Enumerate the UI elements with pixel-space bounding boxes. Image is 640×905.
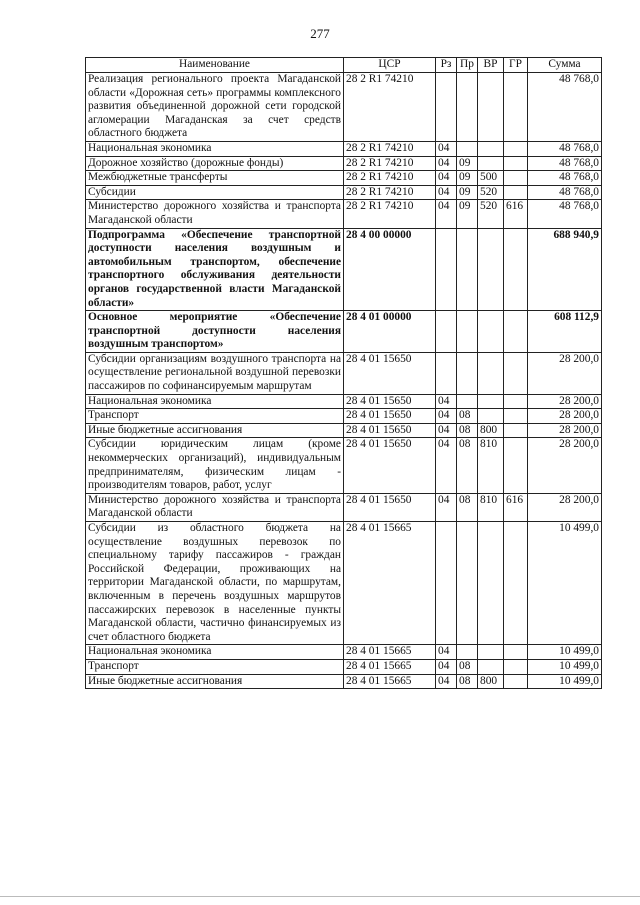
cell-pr — [457, 228, 478, 311]
cell-sum: 48 768,0 — [528, 185, 602, 200]
cell-gr — [504, 156, 528, 171]
table-body — [86, 73, 602, 689]
header-vr: ВР — [478, 58, 504, 73]
cell-name: Субсидии из областного бюджета на осуществление воздушных перевозок по специальному тарифу пассажиров - граждан Российской Федерации, проживающих на территории Магаданской области, по маршрутам, включенным в перечень воздушных маршрутов пассажирских перевозок в населенные пункты Магаданской области, частично финансируемых из счет областного бюджета — [86, 522, 344, 645]
cell-csr: 28 2 R1 74210 — [344, 141, 436, 156]
cell-csr: 28 4 00 00000 — [344, 228, 436, 311]
header-pr: Пр — [457, 58, 478, 73]
cell-pr — [457, 73, 478, 142]
cell-csr: 28 4 01 15650 — [344, 409, 436, 424]
cell-pr — [457, 352, 478, 394]
cell-rz — [436, 522, 457, 645]
cell-rz: 04 — [436, 156, 457, 171]
cell-sum: 48 768,0 — [528, 171, 602, 186]
cell-name: Субсидии юридическим лицам (кроме некоммерческих организаций), индивидуальным предпринимателям, физическим лицам - производителям товаров, работ, услуг — [86, 438, 344, 493]
header-rz: Рз — [436, 58, 457, 73]
cell-pr: 09 — [457, 185, 478, 200]
cell-gr — [504, 228, 528, 311]
cell-vr: 800 — [478, 674, 504, 689]
cell-rz: 04 — [436, 423, 457, 438]
cell-gr — [504, 674, 528, 689]
cell-rz: 04 — [436, 493, 457, 521]
cell-csr: 28 4 01 15665 — [344, 674, 436, 689]
cell-name: Национальная экономика — [86, 645, 344, 660]
table-row — [86, 352, 602, 394]
cell-rz: 04 — [436, 200, 457, 228]
cell-rz: 04 — [436, 141, 457, 156]
cell-vr: 810 — [478, 438, 504, 493]
cell-rz: 04 — [436, 659, 457, 674]
cell-vr — [478, 522, 504, 645]
table-row — [86, 522, 602, 645]
table-header — [86, 58, 602, 73]
header-gr: ГР — [504, 58, 528, 73]
cell-pr — [457, 645, 478, 660]
cell-name: Дорожное хозяйство (дорожные фонды) — [86, 156, 344, 171]
cell-csr: 28 4 01 15665 — [344, 659, 436, 674]
cell-vr — [478, 352, 504, 394]
cell-csr: 28 2 R1 74210 — [344, 156, 436, 171]
cell-sum: 28 200,0 — [528, 493, 602, 521]
table-row — [86, 171, 602, 186]
cell-pr: 09 — [457, 171, 478, 186]
cell-rz: 04 — [436, 438, 457, 493]
cell-vr — [478, 409, 504, 424]
cell-csr: 28 4 01 15650 — [344, 438, 436, 493]
cell-csr: 28 4 01 15665 — [344, 645, 436, 660]
cell-name: Транспорт — [86, 409, 344, 424]
cell-pr: 08 — [457, 674, 478, 689]
cell-pr — [457, 394, 478, 409]
cell-csr: 28 4 01 15665 — [344, 522, 436, 645]
cell-gr — [504, 423, 528, 438]
table-row — [86, 311, 602, 353]
table-row — [86, 493, 602, 521]
header-row — [86, 58, 602, 73]
cell-sum: 48 768,0 — [528, 141, 602, 156]
table-row — [86, 200, 602, 228]
cell-vr — [478, 659, 504, 674]
cell-vr: 520 — [478, 200, 504, 228]
cell-sum: 10 499,0 — [528, 645, 602, 660]
cell-csr: 28 4 01 00000 — [344, 311, 436, 353]
cell-sum: 28 200,0 — [528, 438, 602, 493]
table-row — [86, 409, 602, 424]
cell-gr — [504, 352, 528, 394]
cell-vr — [478, 394, 504, 409]
cell-sum: 48 768,0 — [528, 73, 602, 142]
cell-gr — [504, 141, 528, 156]
cell-csr: 28 2 R1 74210 — [344, 200, 436, 228]
cell-name: Основное мероприятие «Обеспечение транспортной доступности населения воздушным транспортом» — [86, 311, 344, 353]
cell-csr: 28 4 01 15650 — [344, 394, 436, 409]
cell-gr — [504, 409, 528, 424]
cell-pr — [457, 141, 478, 156]
budget-table — [85, 57, 602, 689]
cell-name: Министерство дорожного хозяйства и транспорта Магаданской области — [86, 493, 344, 521]
cell-gr — [504, 171, 528, 186]
cell-csr: 28 2 R1 74210 — [344, 73, 436, 142]
cell-vr: 520 — [478, 185, 504, 200]
cell-gr — [504, 394, 528, 409]
cell-csr: 28 4 01 15650 — [344, 423, 436, 438]
cell-name: Субсидии — [86, 185, 344, 200]
header-name: Наименование — [86, 58, 344, 73]
cell-sum: 28 200,0 — [528, 352, 602, 394]
table-row — [86, 423, 602, 438]
cell-gr — [504, 311, 528, 353]
cell-sum: 10 499,0 — [528, 659, 602, 674]
cell-name: Министерство дорожного хозяйства и транспорта Магаданской области — [86, 200, 344, 228]
cell-pr: 08 — [457, 438, 478, 493]
table-row — [86, 156, 602, 171]
cell-name: Субсидии организациям воздушного транспорта на осуществление региональной воздушной перевозки пассажиров по софинансируемым маршрутам — [86, 352, 344, 394]
cell-gr — [504, 659, 528, 674]
table-row — [86, 185, 602, 200]
cell-pr — [457, 311, 478, 353]
table-row — [86, 73, 602, 142]
cell-sum: 48 768,0 — [528, 200, 602, 228]
cell-sum: 10 499,0 — [528, 674, 602, 689]
cell-sum: 28 200,0 — [528, 423, 602, 438]
page-bottom-edge — [0, 896, 640, 897]
cell-vr — [478, 141, 504, 156]
cell-vr — [478, 73, 504, 142]
cell-rz — [436, 73, 457, 142]
cell-vr: 810 — [478, 493, 504, 521]
cell-gr — [504, 522, 528, 645]
cell-pr — [457, 522, 478, 645]
page-number: 277 — [310, 26, 330, 41]
header-csr: ЦСР — [344, 58, 436, 73]
cell-rz: 04 — [436, 394, 457, 409]
cell-rz: 04 — [436, 185, 457, 200]
cell-sum: 608 112,9 — [528, 311, 602, 353]
cell-csr: 28 4 01 15650 — [344, 352, 436, 394]
cell-vr: 800 — [478, 423, 504, 438]
cell-csr: 28 2 R1 74210 — [344, 185, 436, 200]
cell-csr: 28 4 01 15650 — [344, 493, 436, 521]
cell-pr: 08 — [457, 659, 478, 674]
cell-gr — [504, 73, 528, 142]
cell-name: Иные бюджетные ассигнования — [86, 423, 344, 438]
cell-name: Иные бюджетные ассигнования — [86, 674, 344, 689]
cell-vr — [478, 156, 504, 171]
cell-name: Национальная экономика — [86, 394, 344, 409]
cell-sum: 10 499,0 — [528, 522, 602, 645]
cell-vr — [478, 645, 504, 660]
cell-gr: 616 — [504, 200, 528, 228]
table-row — [86, 394, 602, 409]
table-row — [86, 645, 602, 660]
cell-sum: 688 940,9 — [528, 228, 602, 311]
header-sum: Сумма — [528, 58, 602, 73]
cell-vr — [478, 311, 504, 353]
cell-sum: 28 200,0 — [528, 409, 602, 424]
cell-gr: 616 — [504, 493, 528, 521]
cell-sum: 28 200,0 — [528, 394, 602, 409]
cell-pr: 08 — [457, 423, 478, 438]
table-row — [86, 228, 602, 311]
cell-name: Подпрограмма «Обеспечение транспортной доступности населения воздушным и автомобильным транспортом, обеспечение транспортного обслуживания деятельности органов государственной власти Магаданской области» — [86, 228, 344, 311]
cell-rz — [436, 352, 457, 394]
cell-rz — [436, 228, 457, 311]
table-row — [86, 438, 602, 493]
cell-name: Межбюджетные трансферты — [86, 171, 344, 186]
cell-pr: 08 — [457, 409, 478, 424]
cell-pr: 09 — [457, 200, 478, 228]
cell-pr: 08 — [457, 493, 478, 521]
cell-name: Транспорт — [86, 659, 344, 674]
cell-rz: 04 — [436, 645, 457, 660]
cell-vr: 500 — [478, 171, 504, 186]
cell-gr — [504, 185, 528, 200]
cell-name: Национальная экономика — [86, 141, 344, 156]
table-row — [86, 659, 602, 674]
cell-csr: 28 2 R1 74210 — [344, 171, 436, 186]
cell-gr — [504, 645, 528, 660]
cell-sum: 48 768,0 — [528, 156, 602, 171]
cell-gr — [504, 438, 528, 493]
cell-rz: 04 — [436, 674, 457, 689]
cell-rz — [436, 311, 457, 353]
table-row — [86, 141, 602, 156]
cell-pr: 09 — [457, 156, 478, 171]
table-row — [86, 674, 602, 689]
cell-vr — [478, 228, 504, 311]
cell-rz: 04 — [436, 409, 457, 424]
cell-name: Реализация регионального проекта Магаданской области «Дорожная сеть» программы комплексного развития объединенной дорожной сети городской агломерации Магаданская за счет средств областного бюджета — [86, 73, 344, 142]
cell-rz: 04 — [436, 171, 457, 186]
